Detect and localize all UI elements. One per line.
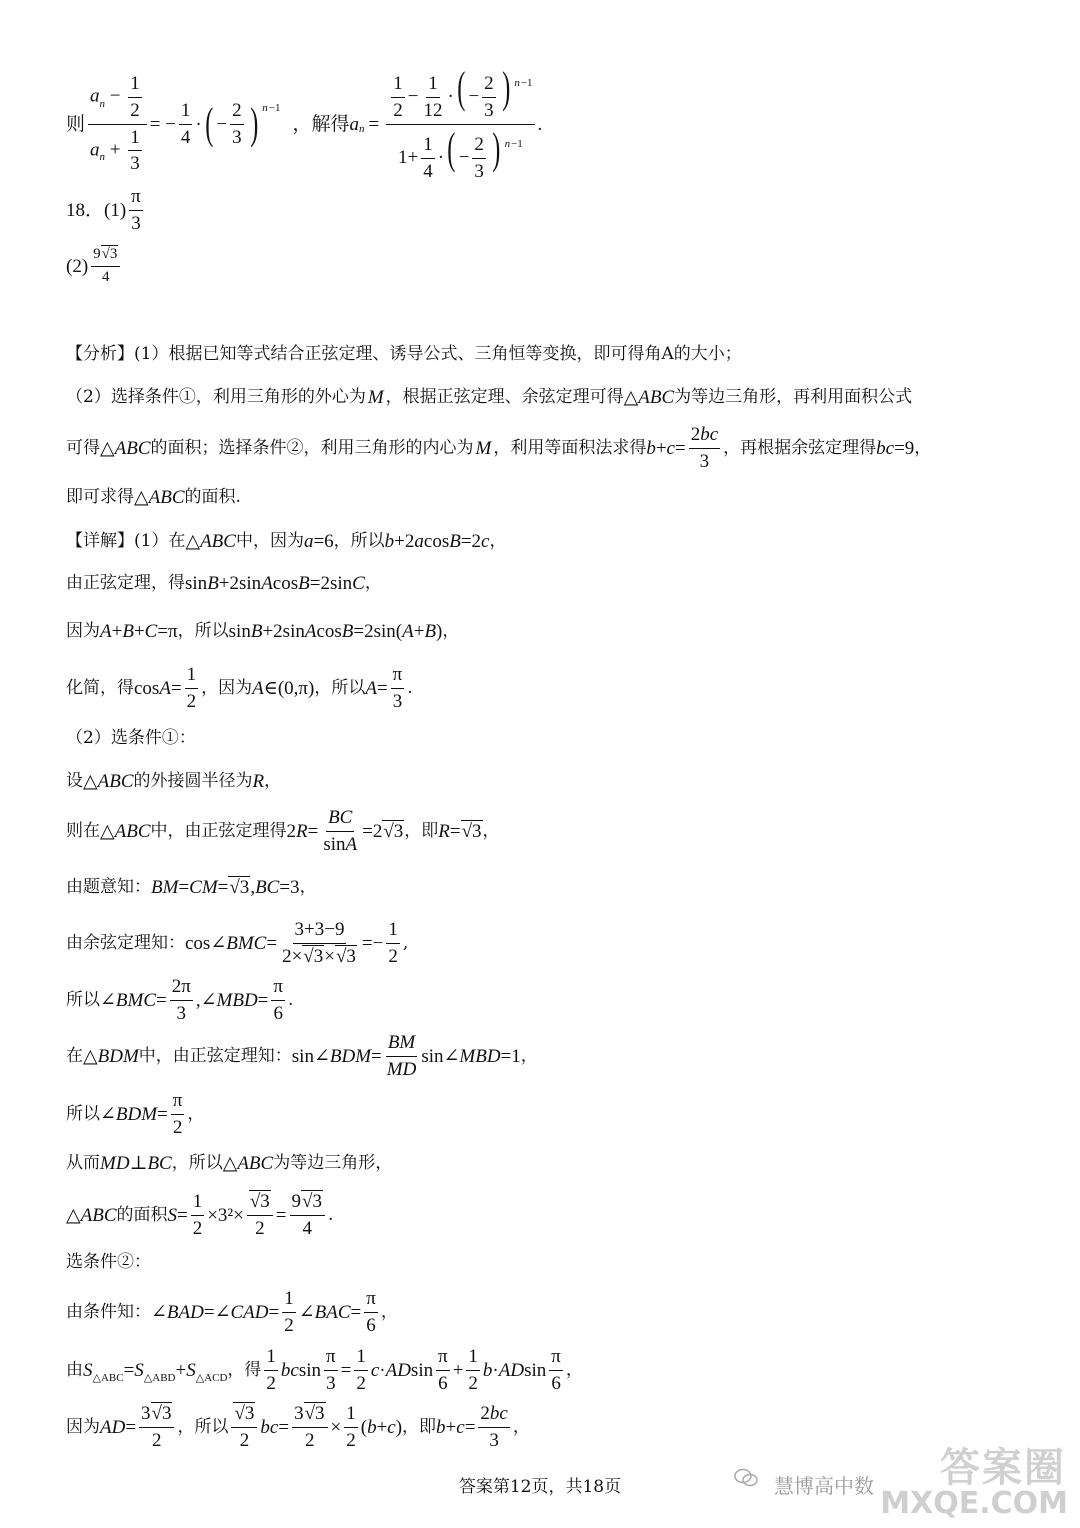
detail-9: 所以 ∠BMC= $\frac{2\pi}{3}$ ,∠MBD= $\frac{\pi}{6}$ .: [66, 975, 294, 1024]
detail-8: 由余弦定理知： cos∠BMC= $\frac{3+3-9}{2\times√3\times√3}$ =− $\frac{1}{2}$ ,: [66, 918, 409, 967]
an-fraction: $\frac{1}{2}$ − $\frac{1}{12}$ ·( − $\frac{2}{3}$ ) $^{n-1}$ 1+ $\frac{1}{4}$ ·( − $\frac{2}{3}$ ) $^{n-1}$: [386, 66, 534, 183]
detail-3: 因为 A+B+C=π ，所以 sinB+2sinAcosB=2sin(A+B) ，: [66, 621, 460, 642]
detail-16: 因为 AD= $\frac{3√3}{2}$ ，所以 $\frac{√3}{2}$ bc = $\frac{3√3}{2}$ × $\frac{1}{2}$ (b+c) ，即 b+c= $\frac{2bc}{3}$ ，: [66, 1402, 530, 1451]
formula-line-1: 则 $a_n$ − $\frac{1}{2}$ $a_n$ + $\frac{1}{3}$ = − $\frac{1}{4}$ · ( − $\frac{2}{3}$ ) n −1 ，解得 a n = $\frac{1}{2}$ − $\frac{1}{12}$ ·( − $\frac{2}{3}$ ) $^{n-1}$ 1+ $\frac{1}{4}$ ·( − $\frac{2}{3}$ ) $^{n-1}$ .: [66, 62, 543, 182]
detail-2: 由正弦定理，得 sinB+2sinAcosB=2sinC ，: [66, 573, 382, 594]
detail-11: 所以 ∠BDM= $\frac{\pi}{2}$ ，: [66, 1089, 205, 1138]
detail-5: 设 △ABC 的外接圆半径为 R ，: [66, 771, 282, 792]
detail-12: 从而 MD⊥BC ，所以 △ABC 为等边三角形，: [66, 1153, 393, 1174]
analysis-4: 即可求得 △ABC 的面积.: [66, 487, 241, 508]
cond-2: 选条件②：: [66, 1252, 151, 1272]
text-jiede: ，解得: [292, 113, 350, 135]
answer-18-2: (2) $\frac{9√3}{4}$: [66, 242, 123, 290]
ratio-fraction: $a_n$ − $\frac{1}{2}$ $a_n$ + $\frac{1}{3}$: [88, 73, 147, 175]
wechat-icon: [734, 1468, 758, 1488]
cond-1: （2）选条件①：: [66, 728, 196, 748]
detail-7: 由题意知： BM=CM=√3,BC=3 ，: [66, 877, 317, 898]
detail-1: 【详解】(1）在 △ABC 中，因为 a=6 ，所以 b+2acosB=2c ，: [66, 531, 507, 552]
analysis-1: 【分析】(1）根据已知等式结合正弦定理、诱导公式、三角恒等变换，即可得角A的大小；: [66, 344, 742, 364]
detail-14: 由条件知： ∠BAD=∠CAD= $\frac{1}{2}$ ∠BAC= $\frac{\pi}{6}$ ，: [66, 1287, 398, 1336]
answer-18-label: 18．(1): [66, 199, 127, 221]
analysis-2: （2）选择条件①，利用三角形的外心为 M ，根据正弦定理、余弦定理可得 △ABC 为等边三角形，再利用面积公式: [66, 387, 913, 408]
detail-15: 由 $S_{\triangle ABC}=S_{\triangle ABD}+S_{\triangle ACD}$ ，得 $\frac{1}{2}$ bcsin $\frac{\pi}{3}$ = $\frac{1}{2}$ c·ADsin $\frac{\pi}{6}$ + $\frac{1}{2}$ b·ADsin $\frac{\pi}{6}$ ，: [66, 1345, 583, 1394]
watermark-text: 慧博高中数: [774, 1474, 874, 1498]
watermark-logo: 答案圈: [940, 1445, 1066, 1491]
detail-13: △ABC 的面积 S= $\frac{1}{2}$ ×3²× $\frac{√3}{2}$ = $\frac{9√3}{4}$ .: [66, 1190, 334, 1239]
analysis-3: 可得 △ABC 的面积；选择条件②，利用三角形的内心为 M ，利用等面积法求得 b+c= $\frac{2bc}{3}$ ，再根据余弦定理得 bc=9 ，: [66, 423, 932, 472]
answer-18-1: 18．(1) $\frac{\pi}{3}$: [66, 185, 141, 234]
detail-10: 在 △BDM 中，由正弦定理知： sin∠BDM= $\frac{BM}{MD}$ sin∠MBD=1 ，: [66, 1031, 538, 1080]
answer-18-2-label: (2): [66, 255, 89, 277]
text-ze: 则: [66, 113, 86, 135]
detail-4: 化简，得 cosA= $\frac{1}{2}$ ，因为 A∈(0,π) ，所以 A= $\frac{\pi}{3}$ .: [66, 663, 413, 712]
detail-6: 则在 △ABC 中，由正弦定理得 2R= $\frac{BC}{\sin A}$ =2√3 ，即 R=√3 ，: [66, 806, 500, 855]
page-footer: 答案第12页，共18页: [458, 1477, 622, 1497]
watermark-url: MXQE.COM: [880, 1486, 1068, 1521]
